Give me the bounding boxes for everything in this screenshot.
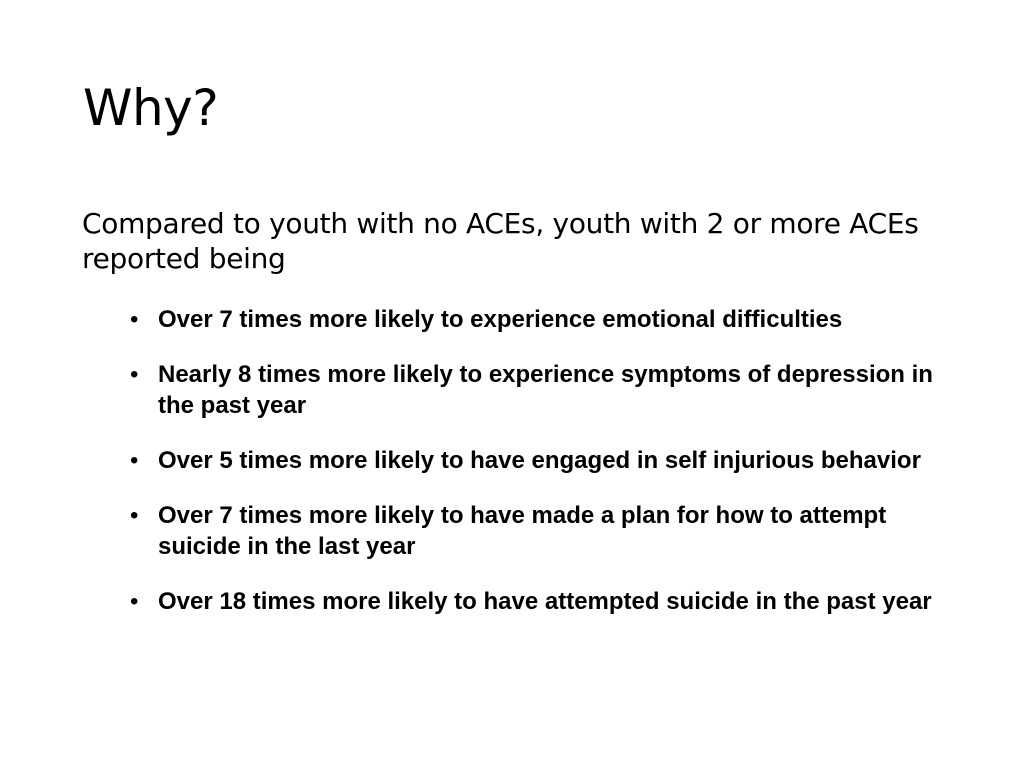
bullet-icon: • (130, 588, 139, 615)
bullet-item-emotional-difficulties (130, 304, 950, 335)
bullet-icon: • (130, 361, 139, 388)
bullet-item-suicide-plan (130, 500, 950, 562)
bullet-text: Nearly 8 times more likely to experience symptoms of depression in the past year (158, 361, 933, 419)
bullet-list (130, 304, 950, 641)
bullet-text: Over 7 times more likely to have made a plan for how to attempt suicide in the last year (158, 502, 887, 560)
bullet-icon: • (130, 502, 139, 529)
bullet-text: Over 7 times more likely to experience emotional difficulties (158, 306, 843, 333)
bullet-text: Over 5 times more likely to have engaged in self injurious behavior (158, 447, 921, 474)
bullet-text: Over 18 times more likely to have attempted suicide in the past year (158, 588, 932, 615)
bullet-icon: • (130, 306, 139, 333)
intro-text: Compared to youth with no ACEs, youth with 2 or more ACEs reported being (82, 207, 919, 275)
slide-title: Why? (83, 79, 219, 137)
bullet-item-depression (130, 359, 950, 421)
bullet-item-self-injury (130, 445, 950, 476)
bullet-icon: • (130, 447, 139, 474)
bullet-item-suicide-attempt (130, 586, 950, 617)
